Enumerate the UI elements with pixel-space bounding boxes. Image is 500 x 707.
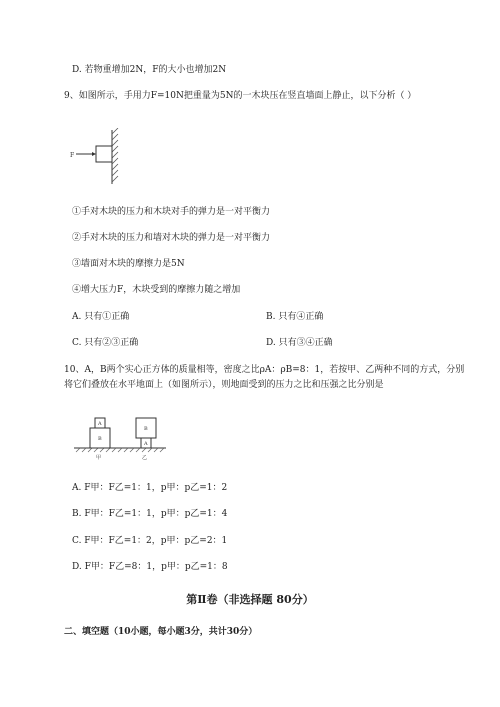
label-yi: 乙 [142,455,148,461]
yi-label-a: A [144,441,148,447]
q10-option-d: D. F甲：F乙=8：1，p甲：p乙=1：8 [72,562,228,572]
jia-label-a: A [98,421,102,427]
q9-statement-2: ②手对木块的压力和墙对木块的弹力是一对平衡力 [72,233,271,243]
q9-option-b: B. 只有④正确 [266,312,324,322]
yi-label-b: B [144,426,148,432]
q10-stem-line2: 将它们叠放在水平地面上（如图所示），则地面受到的压力之比和压强之比分别是 [64,380,384,390]
q9-option-c: C. 只有②③正确 [72,338,139,348]
q10-option-a: A. F甲：F乙=1：1，p甲：p乙=1：2 [72,483,228,493]
q10-option-b: B. F甲：F乙=1：1，p甲：p乙=1：4 [72,509,228,519]
q9-statement-1: ①手对木块的压力和木块对手的弹力是一对平衡力 [72,207,271,217]
q9-option-a: A. 只有①正确 [72,312,130,322]
q8-option-d: D. 若物重增加2N，F的大小也增加2N [72,65,227,75]
q10-stem-line1: 10、A，B两个实心正方体的质量相等，密度之比ρA：ρB=8：1，若按甲、乙两种不同的方式，分别 [64,365,465,375]
q9-statement-3: ③墙面对木块的摩擦力是5N [72,259,185,269]
q10-option-c: C. F甲：F乙=1：2，p甲：p乙=2：1 [72,536,228,546]
q10-figure [70,404,170,464]
section-title: 第Ⅱ卷（非选择题 80分） [186,593,314,606]
q9-figure [68,128,132,188]
q9-figure-label: F [70,152,75,159]
q9-option-d: D. 只有③④正确 [266,338,333,348]
q9-stem: 9、如图所示，手用力F=10N把重量为5N的一木块压在竖直墙面上静止，以下分析（ ） [64,91,417,101]
jia-label-b: B [98,436,102,442]
section-heading: 二、填空题（10小题，每小题3分，共计30分） [64,627,258,637]
q9-statement-4: ④增大压力F，木块受到的摩擦力随之增加 [72,285,241,295]
label-jia: 甲 [96,455,102,461]
